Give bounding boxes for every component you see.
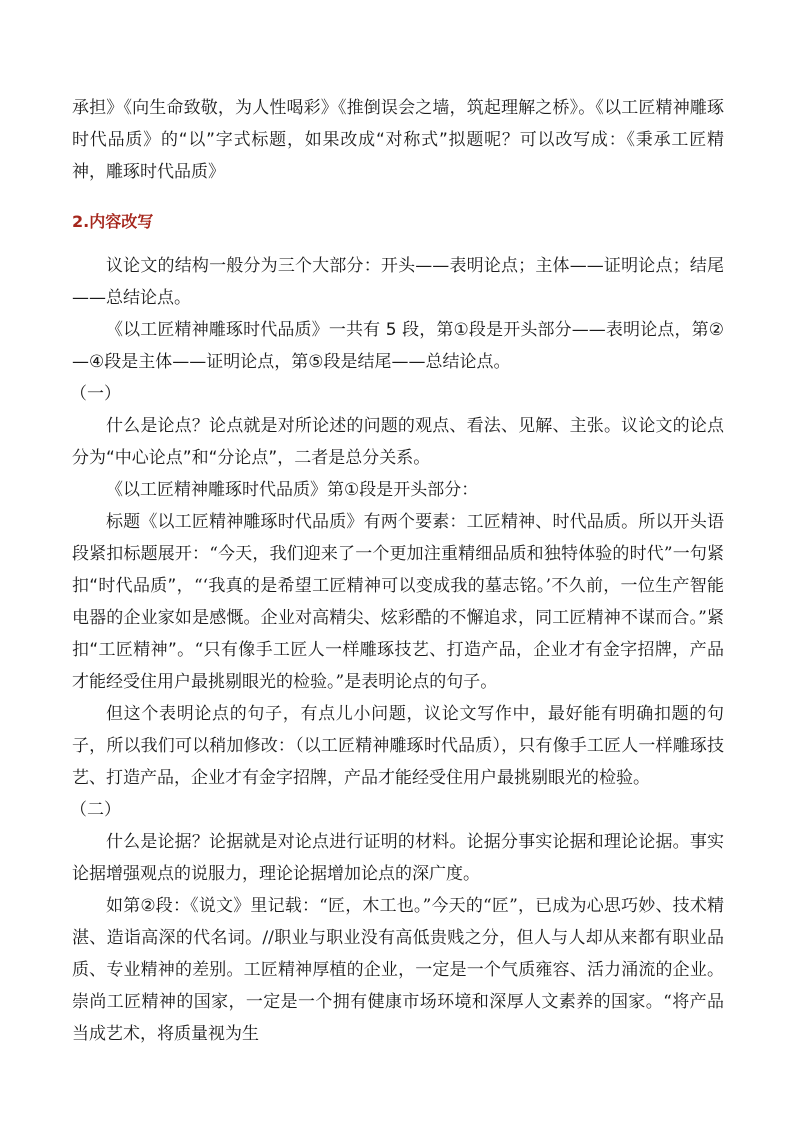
paragraph-argument-definition: 什么是论点？论点就是对所论述的问题的观点、看法、见解、主张。议论文的论点分为“中心论点”和“分论点”，二者是总分关系。 xyxy=(72,416,724,468)
paragraph-opening-intro: 《以工匠精神雕琢时代品质》第①段是开头部分： xyxy=(106,480,479,500)
text-run: 但这个表明论点的句子，有点儿小问题，议论文写作中，最好能有明确扣题的句子，所以我们可以稍加修改： xyxy=(72,704,724,756)
paragraph-title-examples: 承担》《向生命致敬，为人性喝彩》《推倒误会之墙，筑起理解之桥》。《以工匠精神雕琢时代品质》的“以”字式标题，如果改成“对称式”拟题呢？可以改写成：《秉承工匠精神，雕琢时代品质》 xyxy=(72,98,724,182)
paragraph-structure: 议论文的结构一般分为三个大部分：开头——表明论点；主体——证明论点；结尾——总结论点。 xyxy=(72,256,724,308)
text-run: 紧扣“工匠精神”。 xyxy=(72,608,724,660)
text-run: 一句紧扣“时代品质”， xyxy=(72,544,725,596)
paragraph-revision xyxy=(72,698,724,794)
text-run: 是表明论点的句子。 xyxy=(344,672,498,692)
paragraph-example-second xyxy=(72,890,724,1050)
document-body xyxy=(72,92,724,1050)
section-heading-content-rewrite: 2.内容改写 xyxy=(72,212,154,231)
quoted-text: “‘我真的是希望工匠精神可以变成我的墓志铭。’不久前，一位生产智能电器的企业家如是感慨。企业对高精尖、炫彩酷的不懈追求，同工匠精神不谋而合。” xyxy=(72,576,724,628)
text-run: 如第②段： xyxy=(106,896,191,916)
quoted-text: （以工匠精神雕琢时代品质），只有像手工匠人一样雕琢技艺、打造产品，企业才有金字招牌，产品才能经受住用户最挑剔眼光的检验。 xyxy=(72,736,725,788)
quoted-text: “今天，我们迎来了一个更加注重精细品质和独特体验的时代” xyxy=(209,544,673,564)
quoted-text: 《说文》里记载：“匠，木工也。”今天的“匠”，已成为心思巧妙、技术精湛、造诣高深的代名词。//职业与职业没有高低贵贱之分，但人与人却从来都有职业品质、专业精神的差别。工匠精神厚植的企业，一定是一个气质雍容、活力涌流的企业。崇尚工匠精神的国家，一定是一个拥有健康市场环境和深厚人文素养的国家。“将产品当成艺术，将质量视为生 xyxy=(72,896,724,1044)
paragraph-opening-analysis xyxy=(72,506,724,698)
text-run: 标题《以工匠精神雕琢时代品质》有两个要素：工匠精神、时代品质。所以开头语段紧扣标题展开： xyxy=(72,512,724,564)
subsection-marker-2: （二） xyxy=(70,800,121,820)
paragraph-evidence-definition: 什么是论据？论据就是对论点进行证明的材料。论据分事实论据和理论论据。事实论据增强观点的说服力，理论论据增加论点的深广度。 xyxy=(72,832,724,884)
paragraph-essay-parts: 《以工匠精神雕琢时代品质》一共有 5 段，第①段是开头部分——表明论点，第②—④段是主体——证明论点，第⑤段是结尾——总结论点。 xyxy=(72,320,724,372)
subsection-marker-1: （一） xyxy=(70,384,121,404)
quoted-text: “只有像手工匠人一样雕琢技艺、打造产品，企业才有金字招牌，产品才能经受住用户最挑剔眼光的检验。” xyxy=(72,640,724,692)
